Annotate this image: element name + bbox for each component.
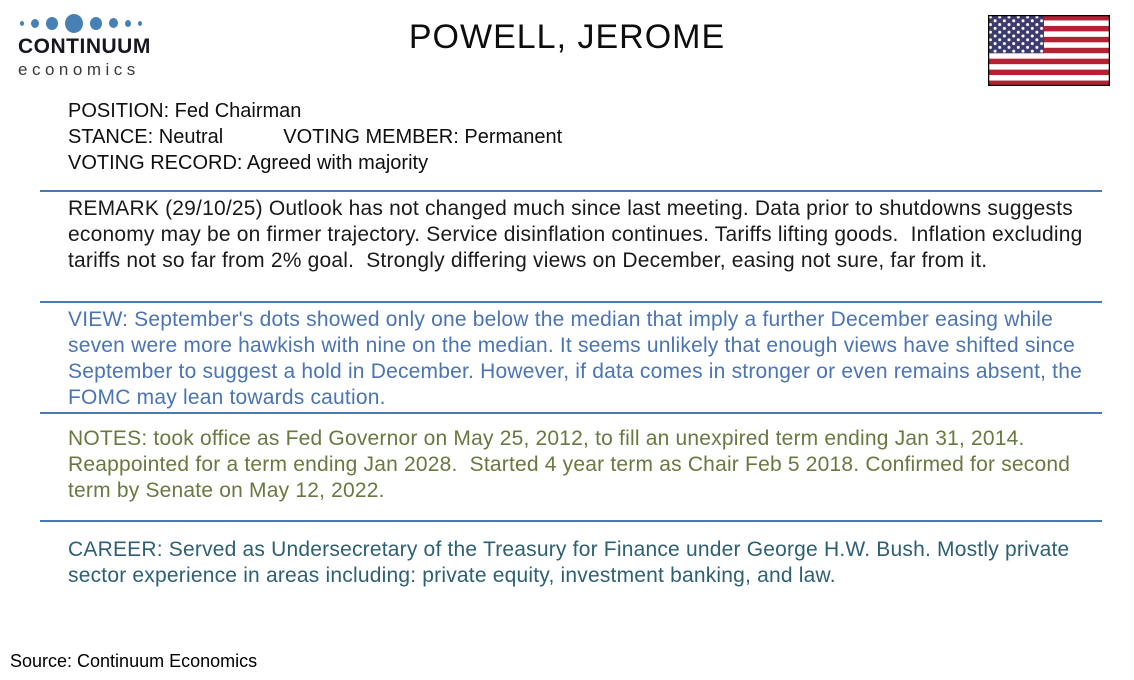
position-value: POSITION: Fed Chairman: [68, 100, 302, 122]
position-line: [68, 98, 562, 124]
voting-record-line: [68, 150, 562, 176]
voting-member-value: VOTING MEMBER: Permanent: [283, 126, 563, 148]
section-divider: [40, 412, 1102, 414]
section-divider: [40, 301, 1102, 303]
section-divider: [40, 520, 1102, 522]
notes-section: NOTES: took office as Fed Governor on May 25, 2012, to fill an unexpired term ending Jan 31, 2014. Reappointed for a term ending Jan 2028. Started 4 year term as Chair Feb 5 2018. Confirmed for second term by Senate on May 12, 2022.: [68, 427, 1077, 502]
stance-value: STANCE: Neutral: [68, 126, 224, 148]
page-title: POWELL, JEROME: [408, 18, 726, 56]
voting-record-value: VOTING RECORD: Agreed with majority: [68, 152, 429, 174]
source-attribution: Source: Continuum Economics: [10, 651, 258, 671]
stance-line: [68, 124, 562, 150]
remark-section: REMARK (29/10/25) Outlook has not changed much since last meeting. Data prior to shutdowns suggests economy may be on firmer trajectory. Service disinflation continues. Tariffs lifting goods. Inflation excluding tariffs not so far from 2% goal. Strongly differing views on December, easing not sure, far from it.: [68, 197, 1089, 272]
section-divider: [40, 190, 1102, 192]
profile-summary: [68, 98, 562, 176]
brand-tagline: economics: [18, 60, 140, 79]
brand-name: CONTINUUM: [18, 35, 151, 58]
us-flag-icon: [988, 15, 1110, 86]
view-section: VIEW: September's dots showed only one below the median that imply a further December easing while seven were more hawkish with nine on the median. It seems unlikely that enough views have shifted since September to suggest a hold in December. However, if data comes in stronger or even remains absent, the FOMC may lean towards caution.: [68, 308, 1089, 409]
career-section: CAREER: Served as Undersecretary of the Treasury for Finance under George H.W. Bush. Mostly private sector experience in areas including: private equity, investment banking, and law.: [68, 538, 1076, 587]
